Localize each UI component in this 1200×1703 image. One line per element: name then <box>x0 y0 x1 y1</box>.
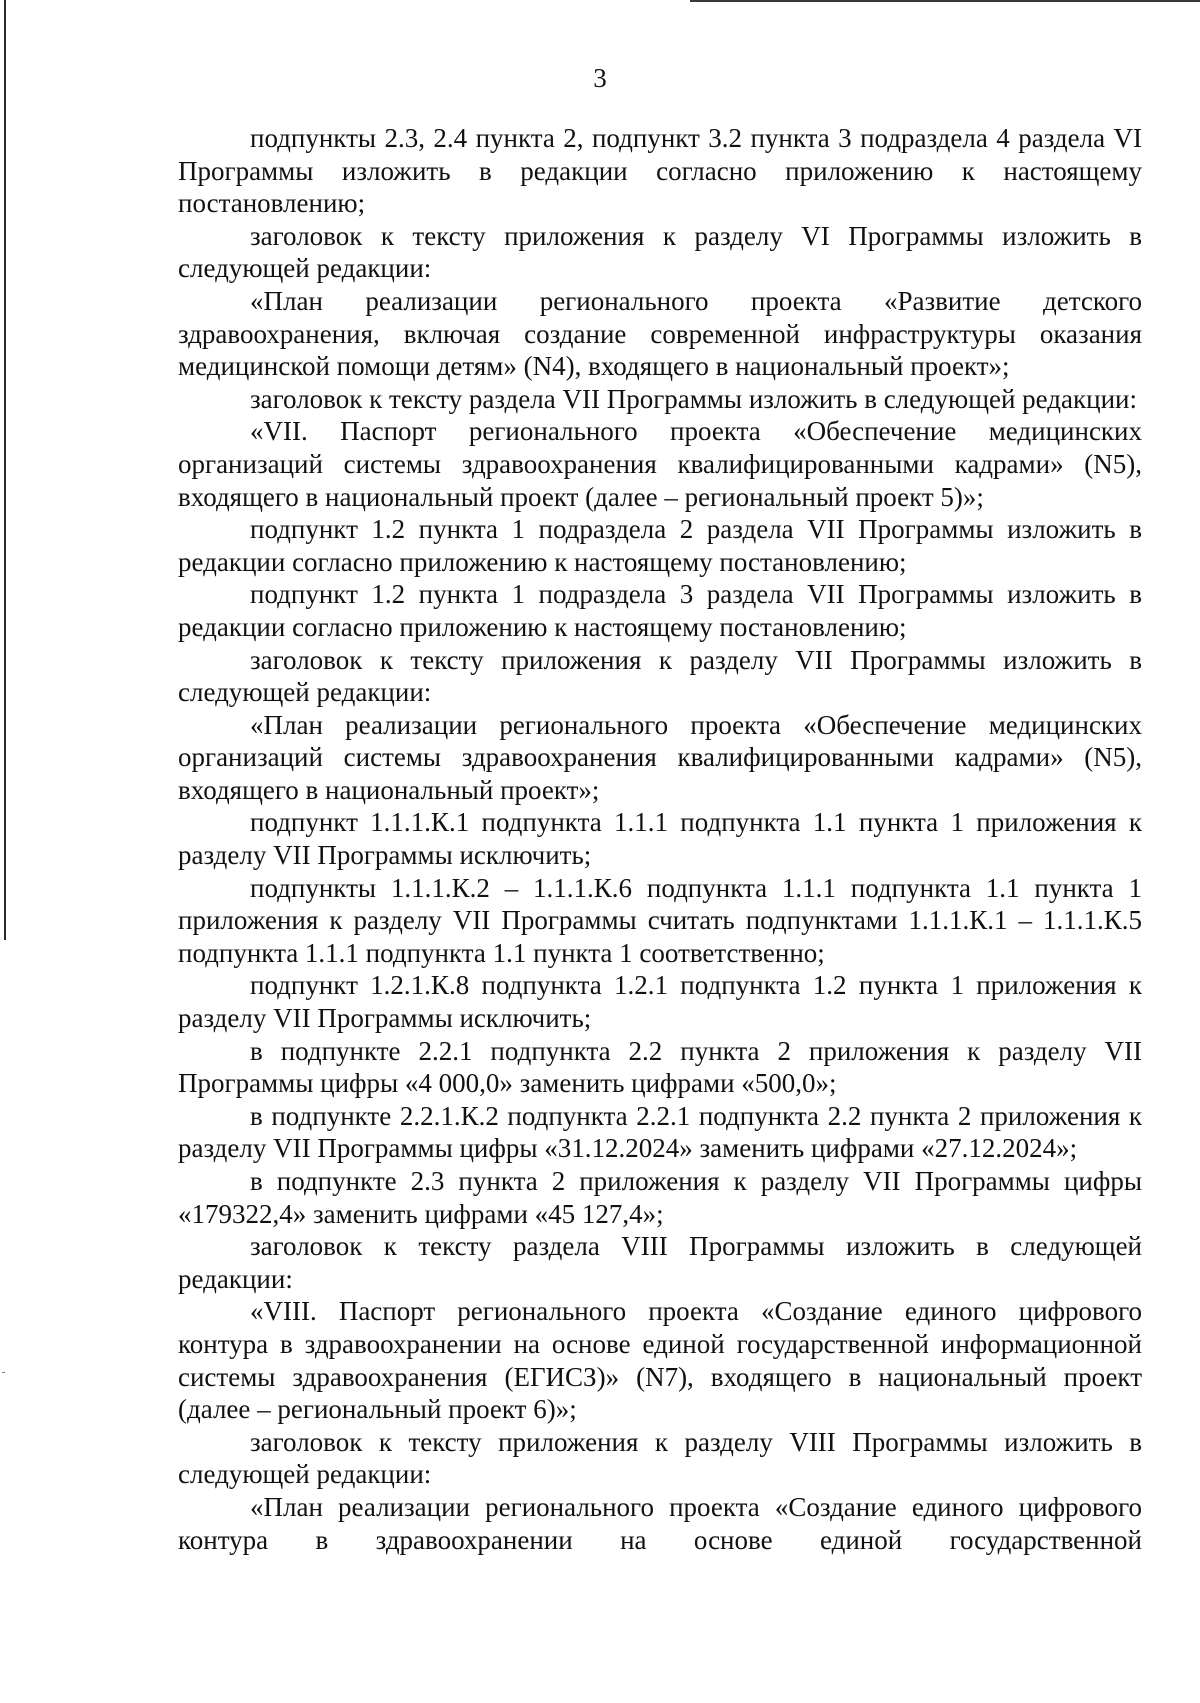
paragraph: заголовок к тексту приложения к разделу VI Программы изложить в следующей редакции: <box>178 220 1142 284</box>
scan-left-mark <box>2 1372 5 1373</box>
paragraph: в подпункте 2.2.1.К.2 подпункта 2.2.1 подпункта 2.2 пункта 2 приложения к разделу VII Программы цифры «31.12.2024» заменить цифрами «27.12.2024»; <box>178 1100 1142 1164</box>
page-number: 3 <box>593 63 607 93</box>
paragraph: заголовок к тексту раздела VII Программы изложить в следующей редакции: <box>250 383 1137 414</box>
scan-top-edge <box>690 0 1200 2</box>
paragraph: «VIII. Паспорт регионального проекта «Создание единого цифрового контура в здравоохранении на основе единой государственной информационной системы здравоохранения (ЕГИСЗ)» (N7), входящего в национальный проект (далее – региональный проект 6)»; <box>178 1296 1142 1425</box>
paragraph: подпункты 2.3, 2.4 пункта 2, подпункт 3.2 пункта 3 подраздела 4 раздела VI Программы изложить в редакции согласно приложению к настоящему постановлению; <box>178 123 1142 219</box>
paragraph: в подпункте 2.2.1 подпункта 2.2 пункта 2 приложения к разделу VII Программы цифры «4 000,0» заменить цифрами «500,0»; <box>178 1035 1142 1099</box>
paragraph: в подпункте 2.3 пункта 2 приложения к разделу VII Программы цифры «179322,4» заменить цифрами «45 127,4»; <box>178 1166 1142 1229</box>
paragraph: «VII. Паспорт регионального проекта «Обеспечение медицинских организаций системы здравоохранения квалифицированными кадрами» (N5), входящего в национальный проект (далее – региональный проект 5)»; <box>178 416 1142 512</box>
paragraph: «План реализации регионального проекта «Создание единого цифрового контура в здравоохранении на основе единой государственной <box>178 1491 1142 1555</box>
scan-left-edge <box>4 0 6 940</box>
paragraph: подпункт 1.2 пункта 1 подраздела 2 раздела VII Программы изложить в редакции согласно приложению к настоящему постановлению; <box>178 514 1142 577</box>
paragraph: «План реализации регионального проекта «Обеспечение медицинских организаций системы здравоохранения квалифицированными кадрами» (N5), входящего в национальный проект»; <box>178 709 1142 805</box>
paragraph: заголовок к тексту раздела VIII Программы изложить в следующей редакции: <box>178 1231 1142 1294</box>
paragraph: подпункты 1.1.1.К.2 – 1.1.1.К.6 подпункта 1.1.1 подпункта 1.1 пункта 1 приложения к разделу VII Программы считать подпунктами 1.1.1.К.1 – 1.1.1.К.5 подпункта 1.1.1 подпункта 1.1 пункта 1 соответственно; <box>178 872 1142 968</box>
paragraph: подпункт 1.2.1.К.8 подпункта 1.2.1 подпункта 1.2 пункта 1 приложения к разделу VII Программы исключить; <box>178 970 1142 1034</box>
document-body <box>178 122 1142 1556</box>
paragraph: подпункт 1.1.1.К.1 подпункта 1.1.1 подпункта 1.1 пункта 1 приложения к разделу VII Программы исключить; <box>178 807 1142 871</box>
paragraph: подпункт 1.2 пункта 1 подраздела 3 раздела VII Программы изложить в редакции согласно приложению к настоящему постановлению; <box>178 579 1142 642</box>
paragraph: заголовок к тексту приложения к разделу VIII Программы изложить в следующей редакции: <box>178 1426 1142 1490</box>
paragraph: заголовок к тексту приложения к разделу VII Программы изложить в следующей редакции: <box>178 644 1142 708</box>
paragraph: «План реализации регионального проекта «Развитие детского здравоохранения, включая создание современной инфраструктуры оказания медицинской помощи детям» (N4), входящего в национальный проект»; <box>178 285 1142 382</box>
